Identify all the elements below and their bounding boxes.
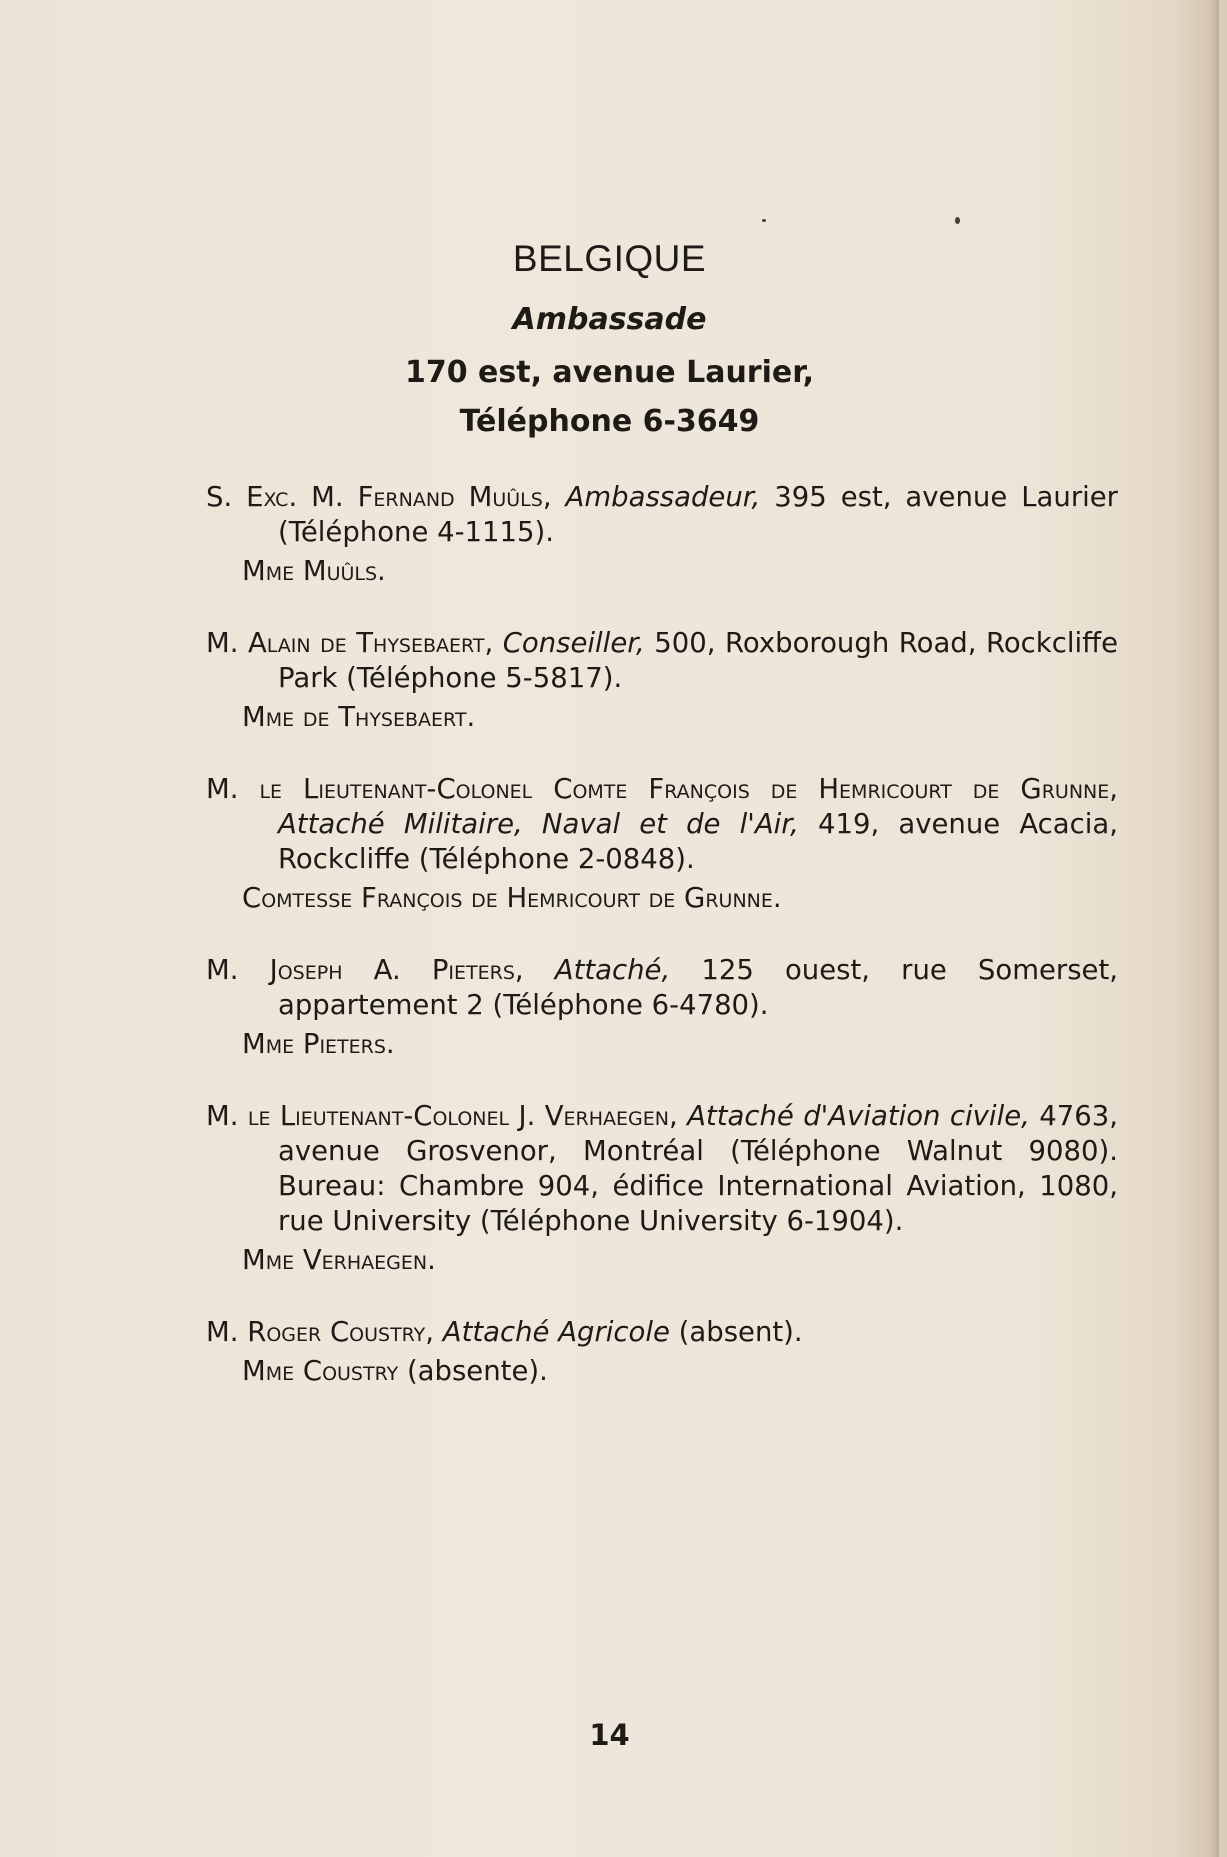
entry-text-run: Exc. M. Fernand Muûls,	[246, 481, 566, 513]
entry-main-text	[206, 480, 1118, 550]
entry-spouse-line	[206, 554, 1118, 589]
entry-text-run: S.	[206, 481, 247, 513]
spouse-text-run: Comtesse François de Hemricourt de Grunne.	[242, 882, 782, 914]
entry-text-run: Alain de Thysebaert,	[247, 627, 503, 659]
diplomat-entry	[206, 1315, 1118, 1389]
entry-main-text	[206, 626, 1118, 696]
entry-text-run: 125 ouest, rue Somerset, appartement 2 (Téléphone 6-4780).	[278, 954, 1118, 1021]
entry-text-run: Attaché Agricole	[442, 1316, 670, 1348]
spouse-text-run: Mme Coustry	[242, 1355, 399, 1387]
spouse-text-run: Mme Pieters.	[242, 1028, 395, 1060]
entry-text-run: 395 est, avenue Laurier (Téléphone 4-1115).	[278, 481, 1118, 548]
diplomat-entry	[206, 480, 1118, 589]
mission-phone: Téléphone 6-3649	[459, 404, 760, 439]
entry-text-run: Attaché Militaire, Naval et de l'Air,	[278, 808, 799, 840]
entry-text-run: le Lieutenant-Colonel Comte François de Hemricourt de Grunne,	[259, 773, 1118, 805]
diplomat-entry	[206, 953, 1118, 1062]
country-heading: BELGIQUE	[512, 238, 707, 279]
entry-main-text	[206, 772, 1118, 877]
entry-text-run: Conseiller,	[502, 627, 645, 659]
diplomat-entry	[206, 626, 1118, 735]
entry-text-run: M.	[206, 1100, 248, 1132]
entry-spouse-line	[206, 700, 1118, 735]
entry-text-run: Attaché,	[554, 954, 671, 986]
entry-text-run: 4763, avenue Grosvenor, Montréal (Téléphone Walnut 9080). Bureau: Chambre 904, édifice International Aviation, 1080, rue University (Téléphone University 6-1904).	[278, 1100, 1118, 1237]
entry-text-run: (absent).	[669, 1316, 803, 1348]
ink-speck	[762, 219, 766, 222]
diplomat-entry	[206, 772, 1118, 916]
entry-text-run: M.	[206, 627, 248, 659]
entry-text-run: M.	[206, 1316, 248, 1348]
entry-main-text	[206, 1315, 1118, 1350]
entry-text-run: Attaché d'Aviation civile,	[687, 1100, 1030, 1132]
entry-main-text	[206, 953, 1118, 1023]
entry-text-run: le Lieutenant-Colonel J. Verhaegen,	[247, 1100, 688, 1132]
spouse-text-run: Mme Muûls.	[242, 555, 386, 587]
ink-speck	[955, 217, 960, 224]
entry-text-run: 500, Roxborough Road, Rockcliffe Park (Téléphone 5-5817).	[278, 627, 1118, 694]
diplomat-list	[206, 480, 1118, 1426]
entry-spouse-line	[206, 1027, 1118, 1062]
entry-text-run: 419, avenue Acacia, Rockcliffe (Téléphone 2-0848).	[278, 808, 1118, 875]
entry-spouse-line	[206, 881, 1118, 916]
page-number: 14	[589, 1718, 630, 1752]
entry-main-text	[206, 1099, 1118, 1239]
spouse-text-run: Mme de Thysebaert.	[242, 701, 476, 733]
entry-text-run: Ambassadeur,	[565, 481, 761, 513]
entry-text-run: Roger Coustry,	[247, 1316, 443, 1348]
mission-address: 170 est, avenue Laurier,	[404, 355, 815, 390]
entry-text-run: M.	[206, 954, 270, 986]
entry-text-run: M.	[206, 773, 260, 805]
entry-spouse-line	[206, 1243, 1118, 1278]
mission-type: Ambassade	[512, 302, 707, 337]
spouse-text-run: (absente).	[398, 1355, 548, 1387]
entry-spouse-line	[206, 1354, 1118, 1389]
entry-text-run: Joseph A. Pieters,	[269, 954, 555, 986]
spouse-text-run: Mme Verhaegen.	[242, 1244, 436, 1276]
diplomat-entry	[206, 1099, 1118, 1278]
